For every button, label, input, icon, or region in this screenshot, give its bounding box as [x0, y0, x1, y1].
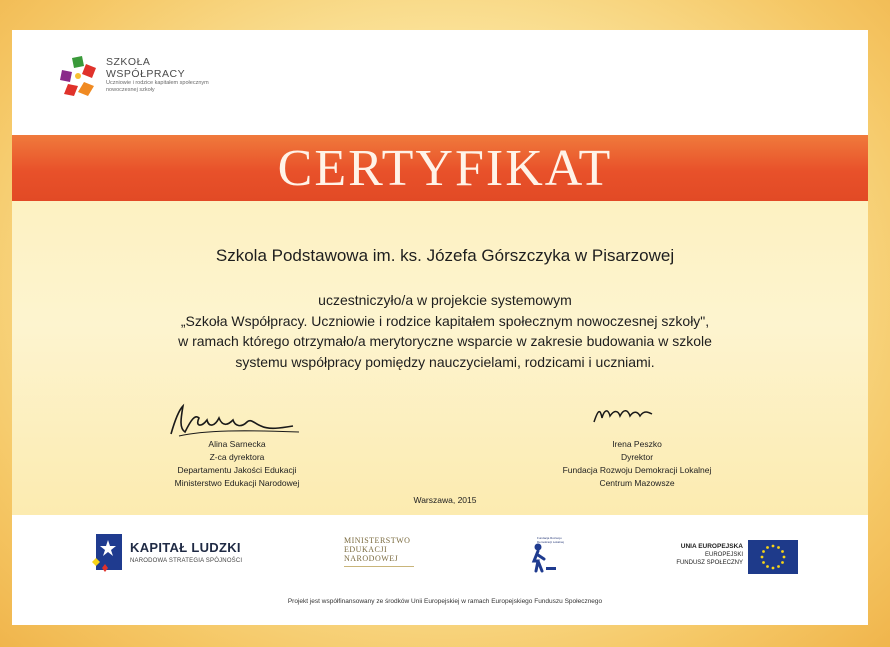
funding-footer: Projekt jest współfinansowany ze środków Unii Europejskiej w ramach Europejskiego Funduszu Społecznego	[287, 598, 603, 605]
szkola-wspolpracy-logo	[58, 52, 218, 102]
signer-left-dept: Departamentu Jakości Edukacji	[177, 465, 297, 475]
logo-title-line2: WSPÓŁPRACY	[106, 68, 186, 80]
frdl-label: Fundacja Rozwoju Demokracji Lokalnej	[537, 536, 565, 544]
ministry-logo	[344, 536, 424, 563]
eu-flag-icon	[748, 540, 798, 574]
certificate-title: CERTYFIKAT	[277, 140, 613, 197]
kapital-ludzki-title: KAPITAŁ LUDZKI	[130, 540, 241, 555]
signer-left-role: Z-ca dyrektora	[209, 452, 265, 462]
frdl-figure-icon	[528, 541, 558, 573]
eu-line-2: EUROPEJSKI	[704, 552, 743, 558]
signature-block-left	[97, 438, 377, 490]
signer-right-org: Centrum Mazowsze	[599, 478, 675, 488]
kapital-ludzki-star-icon	[88, 532, 128, 574]
eu-text	[675, 543, 743, 567]
kapital-ludzki-logo	[88, 532, 263, 574]
recipient-name: Szkola Podstawowa im. ks. Józefa Górszczyka w Pisarzowej	[215, 246, 675, 265]
certificate-body	[0, 290, 890, 372]
ministry-line-1: MINISTERSTWO	[344, 536, 411, 545]
eu-line-1: UNIA EUROPEJSKA	[680, 543, 743, 550]
ministry-line-3: NARODOWEJ	[344, 554, 399, 563]
puzzle-pieces-icon	[58, 54, 98, 98]
eu-line-3: FUNDUSZ SPOŁECZNY	[676, 560, 743, 566]
body-line-2: „Szkoła Współpracy. Uczniowie i rodzice kapitałem społecznym nowoczesnej szkoły",	[180, 312, 710, 329]
signature-block-right	[497, 438, 777, 490]
body-line-4: systemu współpracy pomiędzy nauczycielami, rodzicami i uczniami.	[235, 353, 655, 370]
signer-right-role: Dyrektor	[620, 452, 654, 462]
signer-left-org: Ministerstwo Edukacji Narodowej	[174, 478, 300, 488]
ministry-underline	[344, 566, 414, 567]
logo-title-line1: SZKOŁA	[106, 56, 151, 68]
signature-right-icon	[590, 402, 660, 428]
signer-right-name: Irena Peszko	[612, 439, 662, 449]
signer-left-name: Alina Sarnecka	[208, 439, 266, 449]
signer-right-dept: Fundacja Rozwoju Demokracji Lokalnej	[562, 465, 712, 475]
signature-left-icon	[165, 400, 305, 442]
eu-logo	[675, 540, 800, 574]
frdl-logo	[528, 537, 570, 573]
kapital-ludzki-subtitle: NARODOWA STRATEGIA SPÓJNOŚCI	[130, 558, 243, 564]
place-date: Warszawa, 2015	[413, 495, 477, 505]
body-line-3: w ramach którego otrzymało/a merytoryczne wsparcie w zakresie budowania w szkole	[178, 333, 712, 349]
logo-title	[106, 56, 185, 80]
ministry-line-2: EDUKACJI	[344, 545, 388, 554]
logo-subtitle: Uczniowie i rodzice kapitałem społecznym nowoczesnej szkoły	[106, 80, 209, 93]
body-line-1: uczestniczyło/a w projekcie systemowym	[318, 292, 572, 308]
